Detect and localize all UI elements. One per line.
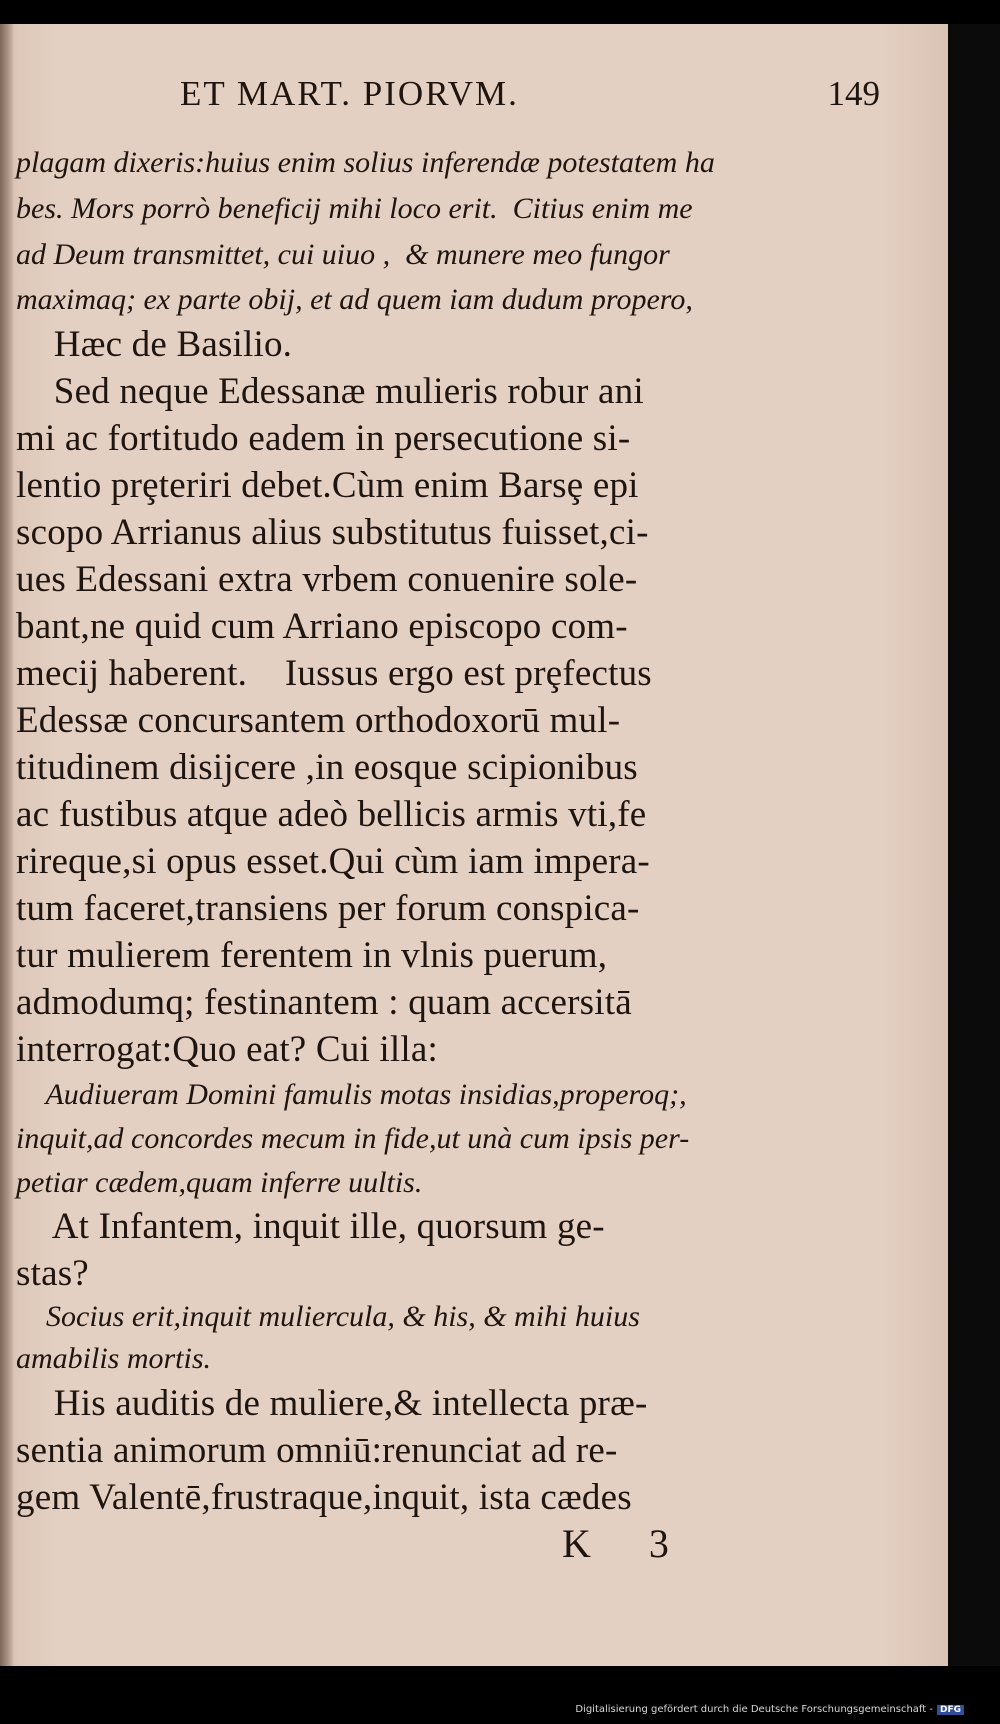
text-line: His auditis de muliere,& intellecta præ- (16, 1383, 648, 1424)
text-line: inquit,ad concordes mecum in fide,ut unà cum ipsis per- (16, 1122, 690, 1155)
text-line: tum faceret,transiens per forum conspica- (16, 888, 640, 929)
scan-bottom-band (0, 1666, 1000, 1724)
text-line: admodumq; festinantem : quam accersitā (16, 982, 632, 1023)
text-line: ad Deum transmittet, cui uiuo , & munere meo fungor (16, 238, 670, 271)
running-title: ET MART. PIORVM. (180, 74, 519, 113)
text-line: lentio prȩteriri debet.Cùm enim Barsȩ epi (16, 465, 639, 506)
digitization-credit (575, 1704, 964, 1715)
text-line: bes. Mors porrò beneficij mihi loco erit. Citius enim me (16, 192, 693, 225)
text-line: interrogat:Quo eat? Cui illa: (16, 1029, 438, 1070)
gutter-shadow (0, 24, 14, 1666)
text-line: tur mulierem ferentem in vlnis puerum, (16, 935, 608, 976)
text-line: sentia animorum omniū:renunciat ad re- (16, 1430, 618, 1471)
text-line: Audiueram Domini famulis motas insidias,properoq;, (16, 1078, 687, 1111)
credit-text: Digitalisierung gefördert durch die Deutsche Forschungsgemeinschaft - (575, 1704, 933, 1715)
signature-mark: K 3 (562, 1521, 693, 1566)
text-line: bant,ne quid cum Arriano episcopo com- (16, 606, 628, 647)
text-line: Socius erit,inquit muliercula, & his, & mihi huius (16, 1300, 640, 1333)
text-line: Edessæ concursantem orthodoxorū mul- (16, 700, 621, 741)
page-header (180, 74, 880, 118)
dfg-logo: DFG (937, 1705, 964, 1715)
text-line: stas? (16, 1253, 89, 1294)
text-line: amabilis mortis. (16, 1342, 212, 1375)
text-line: Hæc de Basilio. (16, 324, 293, 365)
text-line: At Infantem, inquit ille, quorsum ge- (16, 1206, 605, 1247)
text-line: mi ac fortitudo eadem in persecutione si- (16, 418, 631, 459)
text-line: rireque,si opus esset.Qui cùm iam impera- (16, 841, 650, 882)
text-line: gem Valentē,frustraque,inquit, ista cædes (16, 1477, 632, 1518)
text-line: maximaq; ex parte obij, et ad quem iam dudum propero, (16, 283, 693, 316)
text-line: scopo Arrianus alius substitutus fuisset,ci- (16, 512, 649, 553)
text-line: ues Edessani extra vrbem conuenire sole- (16, 559, 638, 600)
text-line: plagam dixeris:huius enim solius inferendæ potestatem ha (16, 146, 715, 179)
text-line: ac fustibus atque adeò bellicis armis vti,fe (16, 794, 647, 835)
text-line: Sed neque Edessanæ mulieris robur ani (16, 371, 644, 412)
text-line: mecij haberent. Iussus ergo est prȩfectus (16, 653, 652, 694)
text-line: petiar cædem,quam inferre uultis. (16, 1166, 423, 1199)
scan-margin (948, 24, 1000, 1666)
page-number: 149 (827, 74, 880, 113)
text-line: titudinem disijcere ,in eosque scipionibus (16, 747, 638, 788)
